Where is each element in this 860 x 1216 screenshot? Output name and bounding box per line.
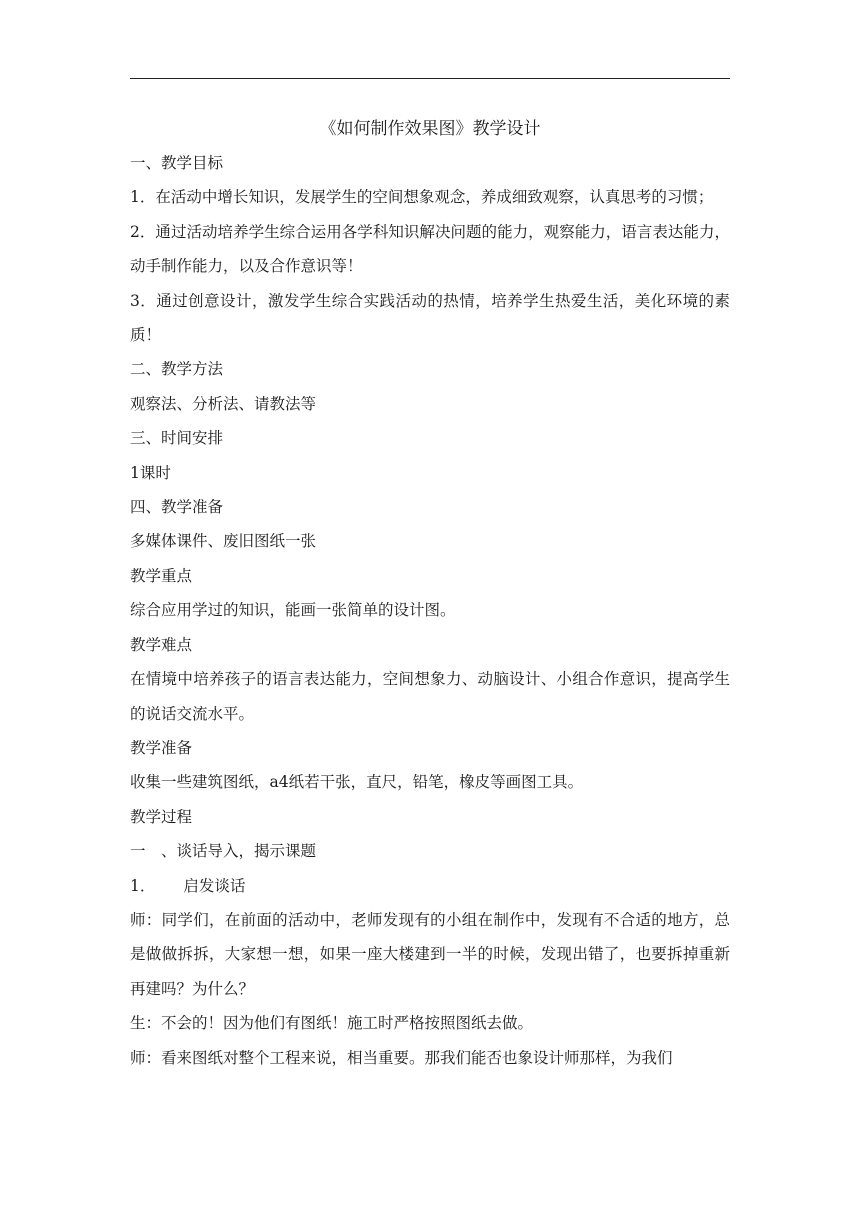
dialogue-teacher-1: 师：同学们，在前面的活动中，老师发现有的小组在制作中，发现有不合适的地方，总是做做拆拆，大家想一想，如果一座大楼建到一半的时候，发现出错了，也要拆掉重新再建吗？为什么？ — [130, 910, 730, 998]
preparation-text: 多媒体课件、废旧图纸一张 — [130, 532, 317, 551]
section-heading-methods: 二、教学方法 — [130, 360, 224, 379]
materials-text: 收集一些建筑图纸，a4纸若干张，直尺，铅笔，橡皮等画图工具。 — [130, 773, 584, 792]
heading-materials: 教学准备 — [130, 738, 193, 757]
objective-3: 3．通过创意设计，激发学生综合实践活动的热情，培养学生热爱生活，美化环境的素质！ — [130, 291, 730, 345]
objective-2: 2．通过活动培养学生综合运用各学科知识解决问题的能力，观察能力，语言表达能力，动手制作能力，以及合作意识等！ — [130, 222, 730, 276]
document-body — [130, 112, 730, 1075]
heading-process: 教学过程 — [130, 807, 193, 826]
section-heading-preparation: 四、教学准备 — [130, 498, 224, 517]
section-heading-schedule: 三、时间安排 — [130, 429, 224, 448]
document-title: 《如何制作效果图》教学设计 — [319, 119, 541, 139]
header-rule — [130, 78, 730, 79]
section-heading-objectives: 一、教学目标 — [130, 154, 224, 172]
objective-1: 1．在活动中增长知识，发展学生的空间想象观念，养成细致观察，认真思考的习惯； — [130, 188, 714, 207]
numbered-item — [130, 869, 730, 903]
heading-difficulties: 教学难点 — [130, 635, 193, 654]
item-number: 1． — [130, 876, 156, 895]
methods-text: 观察法、分析法、请教法等 — [130, 394, 317, 413]
heading-key-points: 教学重点 — [130, 566, 193, 585]
schedule-text: 1课时 — [130, 463, 171, 482]
item-text: 启发谈话 — [183, 876, 246, 895]
key-points-text: 综合应用学过的知识，能画一张简单的设计图。 — [130, 601, 456, 620]
difficulties-text: 在情境中培养孩子的语言表达能力，空间想象力、动脑设计、小组合作意识，提高学生的说话交流水平。 — [130, 670, 730, 723]
dialogue-teacher-2: 师：看来图纸对整个工程来说，相当重要。那我们能否也象设计师那样，为我们 — [130, 1048, 673, 1067]
dialogue-student-1: 生：不会的！因为他们有图纸！施工时严格按照图纸去做。 — [130, 1014, 534, 1033]
process-step-1-heading: 一 、谈话导入，揭示课题 — [130, 842, 317, 861]
